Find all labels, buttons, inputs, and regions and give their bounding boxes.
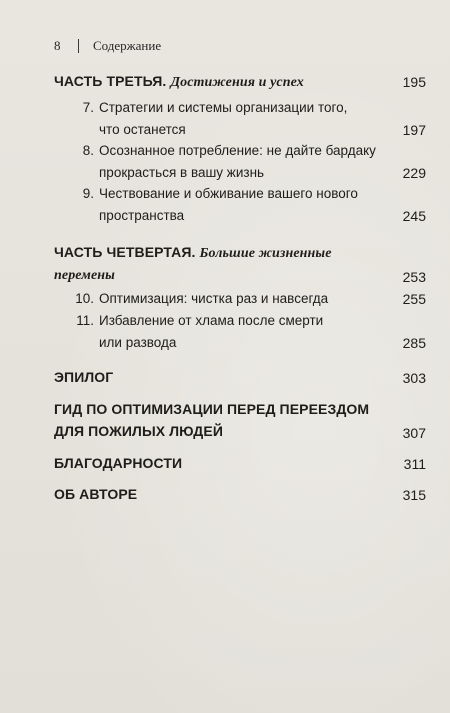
chapter-title-line1: Оптимизация: чистка раз и навсегда [99, 291, 329, 306]
header-divider [78, 39, 79, 53]
part-4-title-line2-wrap [54, 266, 115, 284]
chapter-number: 7. [82, 100, 94, 115]
part-4-heading[interactable] [54, 244, 332, 262]
epilogue-label: ЭПИЛОГ [54, 369, 114, 385]
part-4-page: 253 [402, 269, 426, 285]
part-3-page: 195 [402, 74, 426, 90]
chapter-page: 255 [402, 291, 426, 307]
chapter-number: 8. [82, 143, 94, 158]
part-4-label: ЧАСТЬ ЧЕТВЕРТАЯ. [54, 244, 196, 260]
header-section-title: Содержание [93, 38, 162, 53]
part-4-title-line2: перемены [54, 268, 115, 283]
chapter-page: 197 [402, 122, 426, 138]
acknowledgements-label: БЛАГОДАРНОСТИ [54, 455, 183, 471]
chapter-title-line1: Стратегии и системы организации того, [99, 100, 348, 115]
part-4-title-line1: Большие жизненные [199, 246, 332, 261]
part-3-title: Достижения и успех [170, 75, 304, 90]
running-head [54, 38, 161, 54]
chapter-number: 10. [75, 291, 94, 306]
about-author-label: ОБ АВТОРЕ [54, 486, 138, 502]
chapter-title-line2: прокрасться в вашу жизнь [99, 165, 265, 180]
epilogue-page: 303 [402, 370, 426, 386]
guide-title-line1: ГИД ПО ОПТИМИЗАЦИИ ПЕРЕД ПЕРЕЕЗДОМ [54, 401, 370, 417]
chapter-title-line2: пространства [99, 208, 185, 223]
guide-page: 307 [402, 425, 426, 441]
part-3-label: ЧАСТЬ ТРЕТЬЯ. [54, 73, 167, 89]
chapter-page: 229 [402, 165, 426, 181]
chapter-title-line1: Избавление от хлама после смерти [99, 313, 324, 328]
part-3-heading[interactable] [54, 73, 304, 91]
chapter-number: 9. [82, 186, 94, 201]
chapter-title-line1: Осознанное потребление: не дайте бардаку [99, 143, 376, 158]
header-page-number: 8 [54, 38, 61, 53]
acknowledgements-page: 311 [403, 456, 426, 472]
chapter-title-line1: Чествование и обживание вашего нового [99, 186, 358, 201]
guide-title-line2: ДЛЯ ПОЖИЛЫХ ЛЮДЕЙ [54, 423, 223, 439]
chapter-title-line2: или развода [99, 335, 177, 350]
chapter-title-line2: что останется [99, 122, 186, 137]
chapter-page: 245 [402, 208, 426, 224]
about-author-page: 315 [402, 487, 426, 503]
chapter-number: 11. [76, 313, 94, 328]
chapter-page: 285 [402, 335, 426, 351]
